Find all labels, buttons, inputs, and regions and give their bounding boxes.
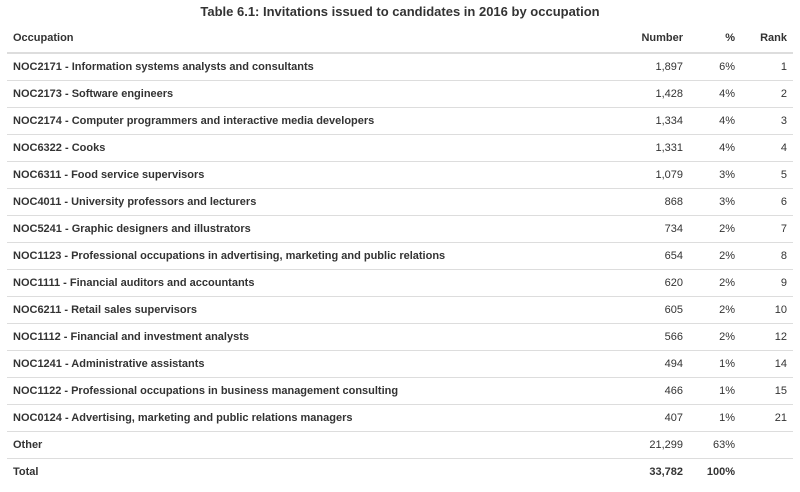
occupation-cell: NOC6322 - Cooks xyxy=(7,135,589,162)
total-rank xyxy=(741,459,793,486)
percent-cell: 2% xyxy=(689,297,741,324)
percent-cell: 3% xyxy=(689,189,741,216)
occupation-table xyxy=(7,24,793,485)
rank-cell: 3 xyxy=(741,108,793,135)
number-cell: 407 xyxy=(589,405,689,432)
table-row xyxy=(7,243,793,270)
number-cell: 1,334 xyxy=(589,108,689,135)
rank-cell: 2 xyxy=(741,81,793,108)
header-row xyxy=(7,24,793,53)
other-rank xyxy=(741,432,793,459)
other-row xyxy=(7,432,793,459)
rank-cell: 14 xyxy=(741,351,793,378)
occupation-cell: NOC6311 - Food service supervisors xyxy=(7,162,589,189)
rank-cell: 12 xyxy=(741,324,793,351)
table-row xyxy=(7,216,793,243)
rank-cell: 4 xyxy=(741,135,793,162)
table-row xyxy=(7,135,793,162)
percent-cell: 1% xyxy=(689,405,741,432)
table-row xyxy=(7,108,793,135)
rank-cell: 1 xyxy=(780,61,787,73)
table-row xyxy=(7,162,793,189)
table-row xyxy=(7,378,793,405)
occupation-cell: NOC1112 - Financial and investment analysts xyxy=(7,324,589,351)
percent-cell: 6% xyxy=(719,61,735,73)
number-cell: 466 xyxy=(589,378,689,405)
number-cell: 734 xyxy=(589,216,689,243)
percent-cell: 1% xyxy=(689,351,741,378)
occupation-cell: NOC1241 - Administrative assistants xyxy=(7,351,589,378)
header-occupation: Occupation xyxy=(7,24,589,53)
table-row xyxy=(7,81,793,108)
number-cell: 654 xyxy=(589,243,689,270)
rank-cell: 21 xyxy=(741,405,793,432)
table-row xyxy=(7,189,793,216)
total-row xyxy=(7,459,793,486)
header-percent: % xyxy=(689,24,741,53)
number-cell: 620 xyxy=(589,270,689,297)
header-rank: Rank xyxy=(741,24,793,53)
occupation-cell: NOC5241 - Graphic designers and illustrators xyxy=(7,216,589,243)
rank-cell: 9 xyxy=(741,270,793,297)
number-cell: 868 xyxy=(589,189,689,216)
occupation-cell: NOC4011 - University professors and lecturers xyxy=(7,189,589,216)
occupation-cell: NOC2174 - Computer programmers and interactive media developers xyxy=(7,108,589,135)
table-row xyxy=(7,324,793,351)
total-percent: 100% xyxy=(689,459,741,486)
number-cell: 494 xyxy=(589,351,689,378)
rank-cell: 8 xyxy=(741,243,793,270)
header-number: Number xyxy=(589,24,689,53)
number-cell: 1,897 xyxy=(655,61,683,73)
occupation-cell: NOC1111 - Financial auditors and accountants xyxy=(7,270,589,297)
other-number: 21,299 xyxy=(589,432,689,459)
rank-cell: 10 xyxy=(741,297,793,324)
occupation-cell: NOC2173 - Software engineers xyxy=(7,81,589,108)
percent-cell: 1% xyxy=(689,378,741,405)
percent-cell: 2% xyxy=(689,270,741,297)
occupation-cell: NOC1123 - Professional occupations in advertising, marketing and public relations xyxy=(7,243,589,270)
other-percent: 63% xyxy=(689,432,741,459)
rank-cell: 7 xyxy=(741,216,793,243)
table-row xyxy=(7,53,793,81)
table-row xyxy=(7,351,793,378)
other-label: Other xyxy=(7,432,589,459)
occupation-cell: NOC2171 - Information systems analysts and consultants xyxy=(13,61,314,73)
rank-cell: 6 xyxy=(741,189,793,216)
percent-cell: 2% xyxy=(689,324,741,351)
percent-cell: 4% xyxy=(689,135,741,162)
number-cell: 1,428 xyxy=(589,81,689,108)
occupation-cell: NOC1122 - Professional occupations in business management consulting xyxy=(7,378,589,405)
occupation-cell: NOC0124 - Advertising, marketing and public relations managers xyxy=(7,405,589,432)
occupation-cell: NOC6211 - Retail sales supervisors xyxy=(7,297,589,324)
percent-cell: 2% xyxy=(689,243,741,270)
percent-cell: 4% xyxy=(689,108,741,135)
percent-cell: 4% xyxy=(689,81,741,108)
table-caption: Table 6.1: Invitations issued to candidates in 2016 by occupation xyxy=(200,4,600,19)
table-row xyxy=(7,297,793,324)
rank-cell: 15 xyxy=(741,378,793,405)
rank-cell: 5 xyxy=(741,162,793,189)
table-row xyxy=(7,405,793,432)
number-cell: 1,079 xyxy=(589,162,689,189)
total-label: Total xyxy=(7,459,589,486)
number-cell: 566 xyxy=(589,324,689,351)
table-row xyxy=(7,270,793,297)
percent-cell: 3% xyxy=(689,162,741,189)
number-cell: 605 xyxy=(589,297,689,324)
total-number: 33,782 xyxy=(589,459,689,486)
percent-cell: 2% xyxy=(689,216,741,243)
number-cell: 1,331 xyxy=(589,135,689,162)
